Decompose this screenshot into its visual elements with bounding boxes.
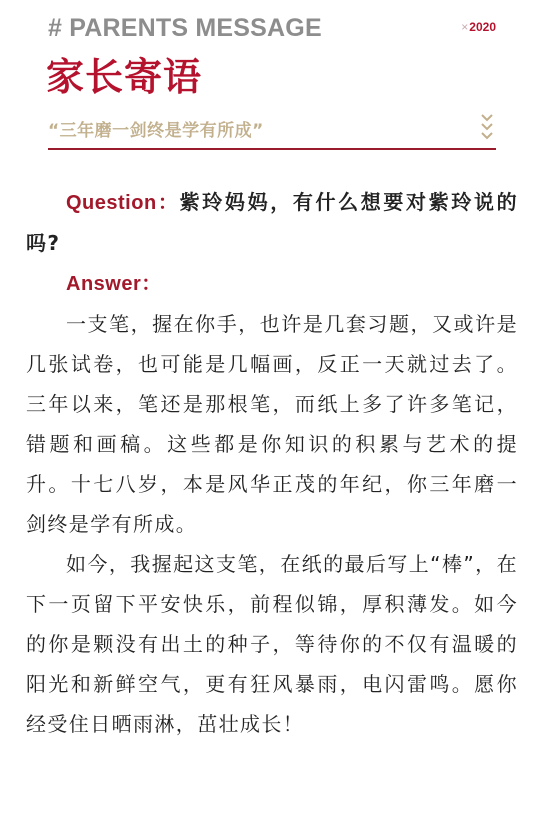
answer-paragraph-1: 一支笔，握在你手，也许是几套习题，又或许是几张试卷，也可能是几幅画，反正一天就过去了。三年以来，笔还是那根笔，而纸上多了许多笔记，错题和画稿。这些都是你知识的积累与艺术的提升。十七八岁，本是风华正茂的年纪，你三年磨一剑终是学有所成。	[26, 312, 518, 536]
answer-paragraph-2: 如今，我握起这支笔，在纸的最后写上“棒”，在下一页留下平安快乐，前程似锦，厚积薄发。如今的你是颗没有出土的种子，等待你的不仅有温暖的阳光和新鲜空气，更有狂风暴雨，电闪雷鸣。愿你经受住日晒雨淋，茁壮成长！	[26, 552, 518, 736]
question-label: Question：	[66, 192, 180, 214]
year-mark: ×	[461, 20, 469, 34]
subtitle-quote: “三年磨一剑终是学有所成”	[48, 121, 264, 141]
header-divider	[48, 148, 496, 150]
question-text: 紫玲妈妈，有什么想要对紫玲说的吗?	[26, 190, 519, 255]
answer-label-line	[26, 263, 518, 304]
message-body	[26, 182, 518, 744]
triple-chevron-down-icon	[479, 112, 495, 144]
page-title: 家长寄语	[46, 55, 203, 99]
question-paragraph	[26, 182, 518, 263]
year-badge	[461, 20, 496, 34]
answer-label: Answer：	[66, 273, 162, 295]
header	[0, 0, 540, 160]
year-text: 2020	[469, 20, 496, 34]
section-kicker: # PARENTS MESSAGE	[48, 14, 322, 42]
